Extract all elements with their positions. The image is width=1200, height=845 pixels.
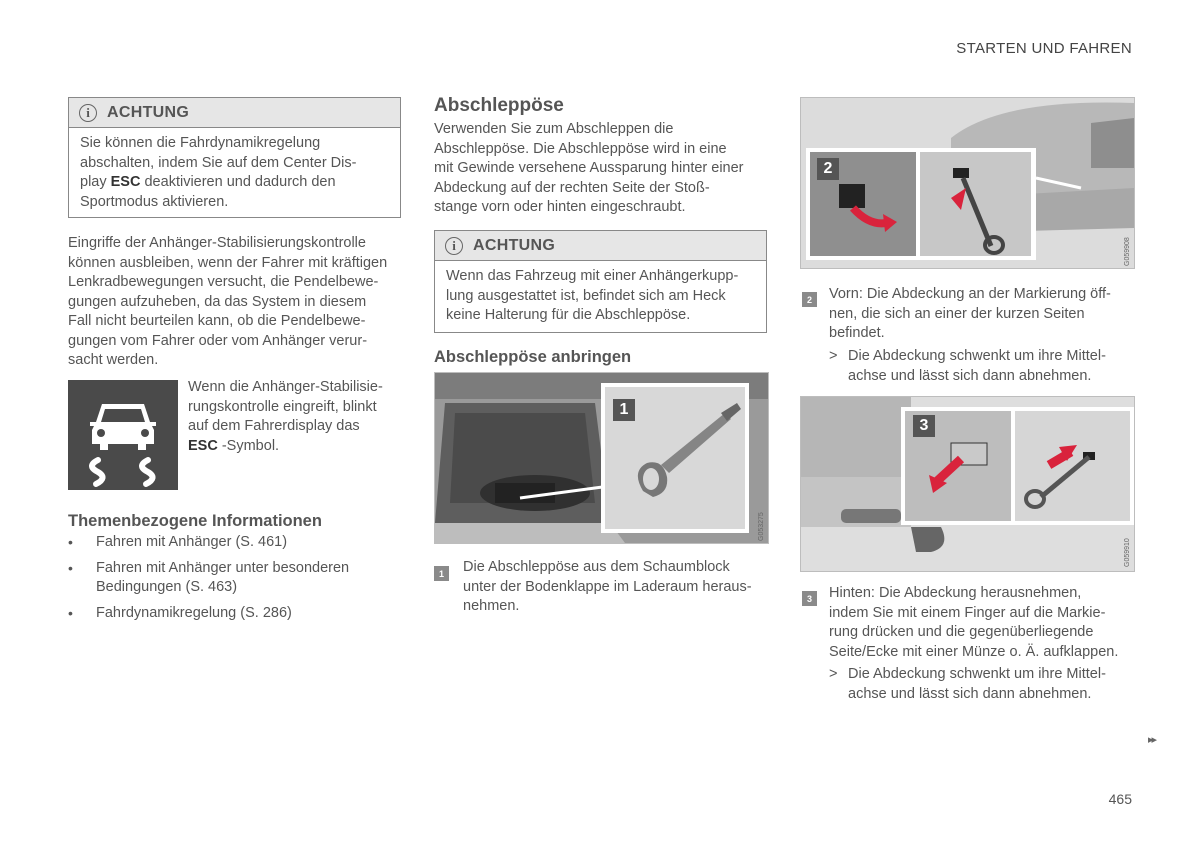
related-link-dynamics[interactable]: • Fahrdynamikregelung (S. 286) xyxy=(68,604,408,624)
figure-front-cover xyxy=(800,97,1135,269)
next-page-icon[interactable]: ▸▸ xyxy=(1148,734,1156,746)
warning-line: Sportmodus aktivieren. xyxy=(80,193,229,210)
figure-code: G053275 xyxy=(758,512,765,541)
related-list xyxy=(68,533,408,629)
step-3-result: Die Abdeckung schwenkt um ihre Mittel- achse und lässt sich dann abnehmen. xyxy=(848,666,1106,702)
warning-text: Wenn das Fahrzeug mit einer Anhängerkupp- lung ausgestattet ist, befindet sich am Heck keine Halterung für die Abschleppöse. xyxy=(446,268,739,323)
step-1-text: Die Abschleppöse aus dem Schaumblock unter der Bodenklappe im Laderaum heraus- nehmen. xyxy=(463,559,752,614)
step-3-text: Hinten: Die Abdeckung herausnehmen, indem Sie mit einem Finger auf die Markie- rung drücken und die gegenüberliegende Seite/Ecke mit einer Münze o. Ä. aufklappen. xyxy=(829,585,1119,660)
result-marker: > xyxy=(829,666,838,682)
esc-note: Wenn die Anhänger-Stabilisie- rungskontrolle eingreift, blinkt auf dem Fahrerdisplay das ESC -Symbol. xyxy=(188,379,383,454)
warning-title: ACHTUNG xyxy=(473,236,556,254)
attach-heading: Abschleppöse anbringen xyxy=(434,348,632,366)
step-badge: 2 xyxy=(802,292,817,307)
figure-step-label: 1 xyxy=(613,399,635,421)
section-header: STARTEN UND FAHREN xyxy=(956,40,1132,57)
warning-text xyxy=(69,128,400,220)
section-title: Abschleppöse xyxy=(434,95,564,116)
warning-header xyxy=(69,98,400,128)
step-2-text: Vorn: Die Abdeckung an der Markierung öff- nen, die sich an einer der kurzen Seiten befindet. xyxy=(829,286,1111,341)
rear-bumper-illustration xyxy=(801,397,1134,571)
warning-line: play ESC deaktivieren und dadurch den xyxy=(80,174,336,190)
step-badge: 1 xyxy=(434,566,449,581)
figure-trunk-tow-eye xyxy=(434,372,769,544)
step-2-result: Die Abdeckung schwenkt um ihre Mittel- achse und lässt sich dann abnehmen. xyxy=(848,348,1106,384)
result-marker: > xyxy=(829,348,838,364)
esc-term: ESC xyxy=(188,437,218,454)
figure-code: G059910 xyxy=(1124,538,1131,567)
info-icon: i xyxy=(79,104,97,122)
figure-code: G059908 xyxy=(1124,237,1131,266)
warning-box-esc xyxy=(68,97,401,218)
tow-eye-intro: Verwenden Sie zum Abschleppen die Abschleppöse. Die Abschleppöse wird in eine mit Gewinde versehene Aussparung hinter einer Abdeckung auf der rechten Seite der Stoß- stange vorn oder hinten eingeschraubt. xyxy=(434,121,744,215)
related-heading: Themenbezogene Informationen xyxy=(68,512,322,530)
step-badge: 3 xyxy=(802,591,817,606)
front-bumper-illustration xyxy=(801,98,1134,268)
warning-title: ACHTUNG xyxy=(107,103,190,121)
info-icon: i xyxy=(445,237,463,255)
related-link-trailer-special[interactable]: • Fahren mit Anhänger unter besonderen Bedingungen (S. 463) xyxy=(68,559,408,598)
warning-box-trailer-hitch xyxy=(434,230,767,333)
esc-symbol-icon xyxy=(68,380,178,490)
trunk-illustration xyxy=(435,373,768,543)
warning-line: Sie können die Fahrdynamikregelung xyxy=(80,135,321,151)
warning-line: abschalten, indem Sie auf dem Center Dis- xyxy=(80,154,357,171)
page-number: 465 xyxy=(1108,791,1132,807)
figure-rear-cover xyxy=(800,396,1135,572)
figure-step-label: 2 xyxy=(817,158,839,180)
related-link-trailer[interactable]: • Fahren mit Anhänger (S. 461) xyxy=(68,533,408,553)
esc-term: ESC xyxy=(110,174,141,190)
warning-header xyxy=(435,231,766,261)
trailer-stability-paragraph: Eingriffe der Anhänger-Stabilisierungskontrolle können ausbleiben, wenn der Fahrer mit kräftigen Lenkradbewegungen versucht, die Pendelbewe- gungen aufzuheben, da das System in diesem Fall nicht beurteilen kann, ob die Pendelbewe- gungen vom Fahrer oder vom Anhänger verur- sacht werden. xyxy=(68,235,388,368)
figure-step-label: 3 xyxy=(913,415,935,437)
